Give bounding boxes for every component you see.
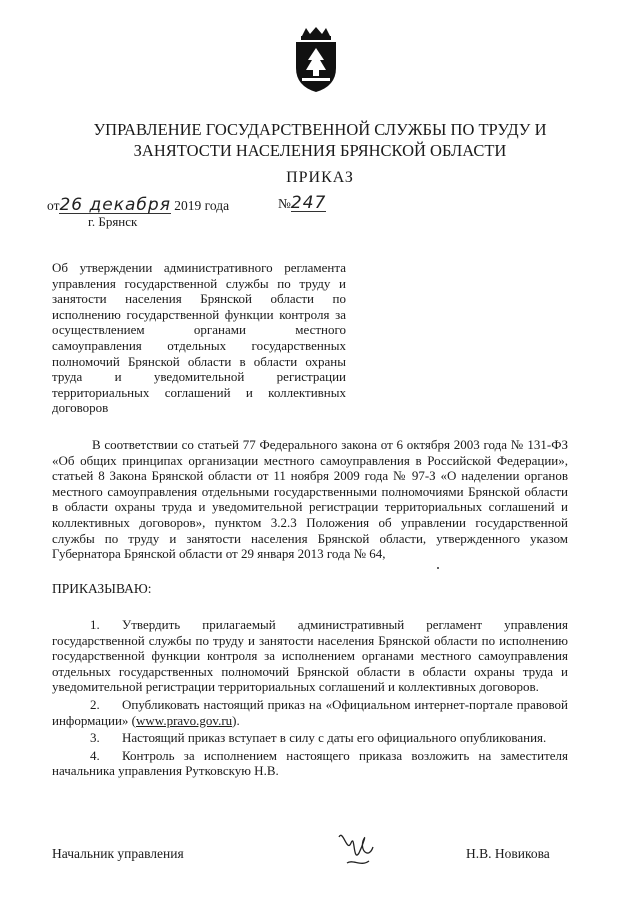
order-word: ПРИКАЗЫВАЮ:	[52, 581, 152, 596]
order-item	[52, 617, 568, 695]
organization-name	[40, 119, 600, 161]
handwritten-signature-icon	[333, 823, 379, 871]
number-prefix: №	[278, 196, 291, 211]
item-text: Контроль за исполнением настоящего приказа возложить на заместителя начальника управления Рутковскую Н.В.	[52, 747, 568, 779]
city: г. Брянск	[88, 214, 138, 229]
order-item	[52, 697, 568, 728]
item-text: Опубликовать настоящий приказ на «Официальном интернет-портале правовой информации» (	[52, 696, 568, 728]
preamble-text: В соответствии со статьей 77 Федерального закона от 6 октября 2003 года № 131-ФЗ «Об общих принципах организации местного самоуправления в Российской Федерации», статьей 8 Закона Брянской области от 11 ноября 2009 года № 97-З «О наделении органов местного самоуправления отдельными государственными полномочиями Брянской области в области охраны труда и уведомительной регистрации территориальных соглашений и коллективных договоров», пунктом 3.2.3 Положения об управлении государственной службы по труду и занятости населения Брянской области, утвержденного указом Губернатора Брянской области от 29 января 2013 года № 64,	[52, 437, 568, 562]
coat-of-arms-icon	[288, 26, 344, 94]
org-line-2: ЗАНЯТОСТИ НАСЕЛЕНИЯ БРЯНСКОЙ ОБЛАСТИ	[133, 141, 507, 160]
pravo-gov-link[interactable]: www.pravo.gov.ru	[136, 712, 233, 728]
handwritten-date: 26 декабря	[59, 195, 171, 215]
item-number: 2.	[90, 696, 100, 712]
item-text-end: ).	[232, 712, 240, 728]
order-subject: Об утверждении административного регламента управления государственной службы по труду и занятости населения Брянской области по исполнению государственной функции контроля за осуществлением органами местного самоуправления отдельных государственных полномочий Брянской области в области охраны труда и уведомительной регистрации территориальных соглашений и коллективных договоров	[52, 260, 346, 416]
order-items	[52, 617, 568, 781]
scan-speck	[437, 567, 439, 569]
order-number	[278, 195, 326, 212]
order-item	[52, 748, 568, 779]
signatory-position: Начальник управления	[52, 846, 184, 861]
item-text: Настоящий приказ вступает в силу с даты его официального опубликования.	[122, 730, 547, 746]
signatory-name: Н.В. Новикова	[466, 846, 550, 861]
handwritten-number: 247	[290, 193, 327, 213]
org-line-1: УПРАВЛЕНИЕ ГОСУДАРСТВЕННОЙ СЛУЖБЫ ПО ТРУДУ И	[93, 120, 547, 139]
item-text: Утвердить прилагаемый административный регламент управления государственной службы по труду и занятости населения Брянской области по исполнению государственной функции контроля за исполнением органами местного самоуправления отдельных государственных полномочий Брянской области в области охраны труда и уведомительной регистрации территориальных соглашений и коллективных договоров.	[52, 617, 568, 695]
date-prefix: от	[47, 198, 60, 213]
document-title: ПРИКАЗ	[286, 169, 354, 186]
item-number: 4.	[90, 747, 100, 763]
item-number: 3.	[90, 730, 100, 746]
order-date	[47, 197, 229, 214]
date-suffix: 2019 года	[174, 198, 230, 213]
order-item	[52, 730, 568, 746]
item-number: 1.	[90, 617, 100, 632]
